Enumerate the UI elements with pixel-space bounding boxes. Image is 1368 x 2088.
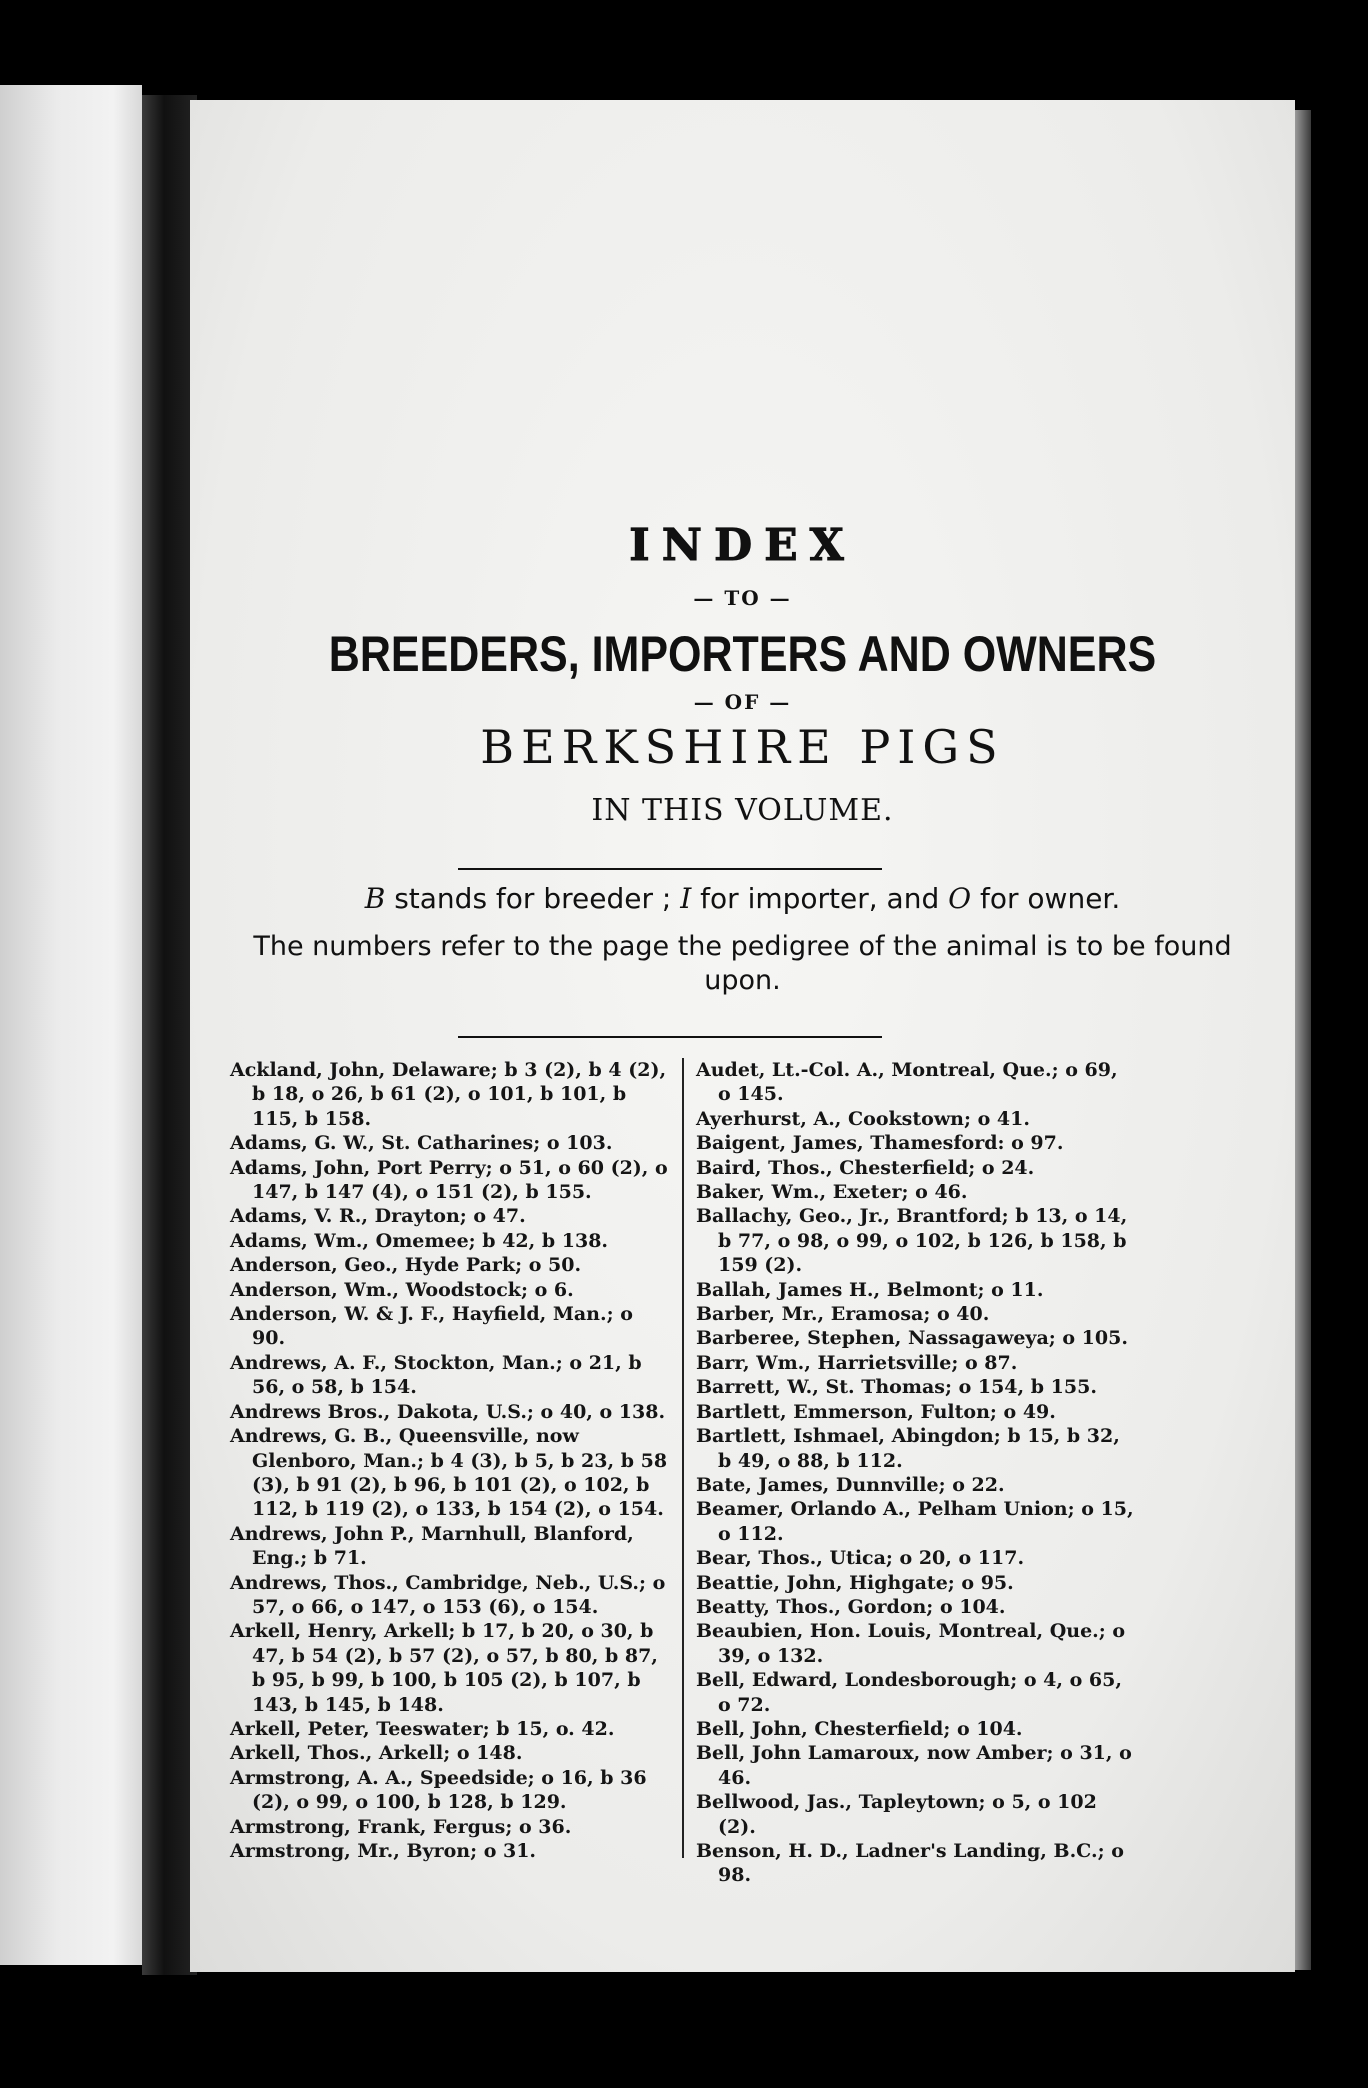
index-entry: Andrews, Thos., Cambridge, Neb., U.S.; o 57, o 66, o 147, o 153 (6), o 154. [230,1571,666,1618]
page-numbers-note: The numbers refer to the page the pedigree of the animal is to be found upon. [253,931,1232,996]
index-entry: Andrews, A. F., Stockton, Man.; o 21, b 56, o 58, b 154. [230,1351,642,1399]
index-entry: Adams, V. R., Drayton; o 47. [230,1205,526,1228]
legend-i-letter: I [680,882,692,915]
index-entry: Ayerhurst, A., Cookstown; o 41. [696,1107,1030,1130]
index-entry: Beattie, John, Highgate; o 95. [696,1571,1014,1594]
volume-heading: IN THIS VOLUME. [591,793,894,828]
index-page [190,100,1295,1972]
index-column-right [696,1058,1136,1888]
divider-rule-bottom [458,1036,882,1038]
index-entry: Beatty, Thos., Gordon; o 104. [696,1595,1006,1618]
index-entry: Adams, John, Port Perry; o 51, o 60 (2), o 147, b 147 (4), o 151 (2), b 155. [230,1156,668,1204]
index-entry: Barrett, W., St. Thomas; o 154, b 155. [696,1376,1097,1399]
index-columns [230,1058,1270,1888]
index-entry: Anderson, W. & J. F., Hayfield, Man.; o 90. [230,1303,633,1350]
index-entry: Andrews, John P., Marnhull, Blanford, Eng.; b 71. [230,1522,634,1570]
index-entry: Audet, Lt.-Col. A., Montreal, Que.; o 69, o 145. [696,1059,1118,1106]
index-entry: Bartlett, Emmerson, Fulton; o 49. [696,1400,1056,1423]
previous-page-edge [0,85,142,1965]
index-entry: Arkell, Henry, Arkell; b 17, b 20, o 30, b 47, b 54 (2), b 57 (2), o 57, b 80, b 87, b 95, b 99, b 100, b 105 (2), b 107, b 143, b 145, b 148. [230,1620,658,1716]
divider-rule-top [458,868,882,870]
index-entry: Bellwood, Jas., Tapleytown; o 5, o 102 (2). [696,1791,1097,1838]
index-entry: Andrews, G. B., Queensville, now Glenboro, Man.; b 4 (3), b 5, b 23, b 58 (3), b 91 (2), b 96, b 101 (2), o 102, b 112, b 119 (2), o 133, b 154 (2), o 154. [230,1425,668,1521]
index-entry: Bell, Edward, Londesborough; o 4, o 65, o 72. [696,1669,1122,1716]
index-entry: Benson, H. D., Ladner's Landing, B.C.; o 98. [696,1840,1124,1887]
index-entry: Barberee, Stephen, Nassagaweya; o 105. [696,1327,1128,1350]
connector-of: — OF — [693,690,792,714]
legend-b-letter: B [364,882,386,915]
connector-to: — TO — [693,586,792,610]
index-entry: Arkell, Peter, Teeswater; b 15, o. 42. [230,1717,615,1740]
page-right-edge [1295,110,1311,1970]
index-entry: Adams, Wm., Omemee; b 42, b 138. [230,1229,609,1252]
index-entry: Barber, Mr., Eramosa; o 40. [696,1303,990,1326]
book-gutter [142,95,197,1975]
index-title: INDEX [629,520,856,571]
index-entry: Anderson, Geo., Hyde Park; o 50. [230,1254,582,1277]
index-entry: Bear, Thos., Utica; o 20, o 117. [696,1547,1025,1570]
index-entry: Baird, Thos., Chesterfield; o 24. [696,1156,1035,1179]
index-entry: Anderson, Wm., Woodstock; o 6. [230,1278,574,1301]
legend-b-text: stands for breeder ; [385,882,681,915]
index-entry: Arkell, Thos., Arkell; o 148. [230,1742,523,1765]
index-entry: Baker, Wm., Exeter; o 46. [696,1181,968,1204]
index-entry: Bate, James, Dunnville; o 22. [696,1473,1005,1496]
legend-o-letter: O [948,882,972,915]
index-entry: Bell, John Lamaroux, now Amber; o 31, o 46. [696,1742,1132,1789]
index-entry: Armstrong, Frank, Fergus; o 36. [230,1815,572,1838]
index-entry: Ackland, John, Delaware; b 3 (2), b 4 (2), b 18, o 26, b 61 (2), o 101, b 101, b 115, b 158. [230,1059,667,1130]
legend-line [190,882,1295,915]
index-column-left [230,1058,670,1888]
index-entry: Beamer, Orlando A., Pelham Union; o 15, o 112. [696,1498,1134,1545]
index-entry: Armstrong, A. A., Speedside; o 16, b 36 (2), o 99, o 100, b 128, b 129. [230,1766,647,1814]
index-entry: Andrews Bros., Dakota, U.S.; o 40, o 138. [230,1400,666,1423]
index-entry: Armstrong, Mr., Byron; o 31. [230,1840,537,1862]
legend-o-text: for owner. [971,882,1121,915]
index-entry: Bell, John, Chesterfield; o 104. [696,1717,1023,1740]
index-entry: Ballachy, Geo., Jr., Brantford; b 13, o 14, b 77, o 98, o 99, o 102, b 126, b 158, b 159 (2). [696,1205,1128,1277]
column-divider [682,1058,684,1858]
breed-heading: BERKSHIRE PIGS [480,720,1005,774]
index-entry: Baigent, James, Thamesford: o 97. [696,1132,1064,1155]
index-entry: Beaubien, Hon. Louis, Montreal, Que.; o 39, o 132. [696,1620,1126,1667]
index-entry: Bartlett, Ishmael, Abingdon; b 15, b 32, b 49, o 88, b 112. [696,1425,1120,1472]
index-entry: Ballah, James H., Belmont; o 11. [696,1278,1044,1301]
subject-heading: BREEDERS, IMPORTERS AND OWNERS [328,626,1157,682]
index-entry: Barr, Wm., Harrietsville; o 87. [696,1351,1018,1374]
index-entry: Adams, G. W., St. Catharines; o 103. [230,1132,613,1155]
legend-i-text: for importer, and [691,882,949,915]
